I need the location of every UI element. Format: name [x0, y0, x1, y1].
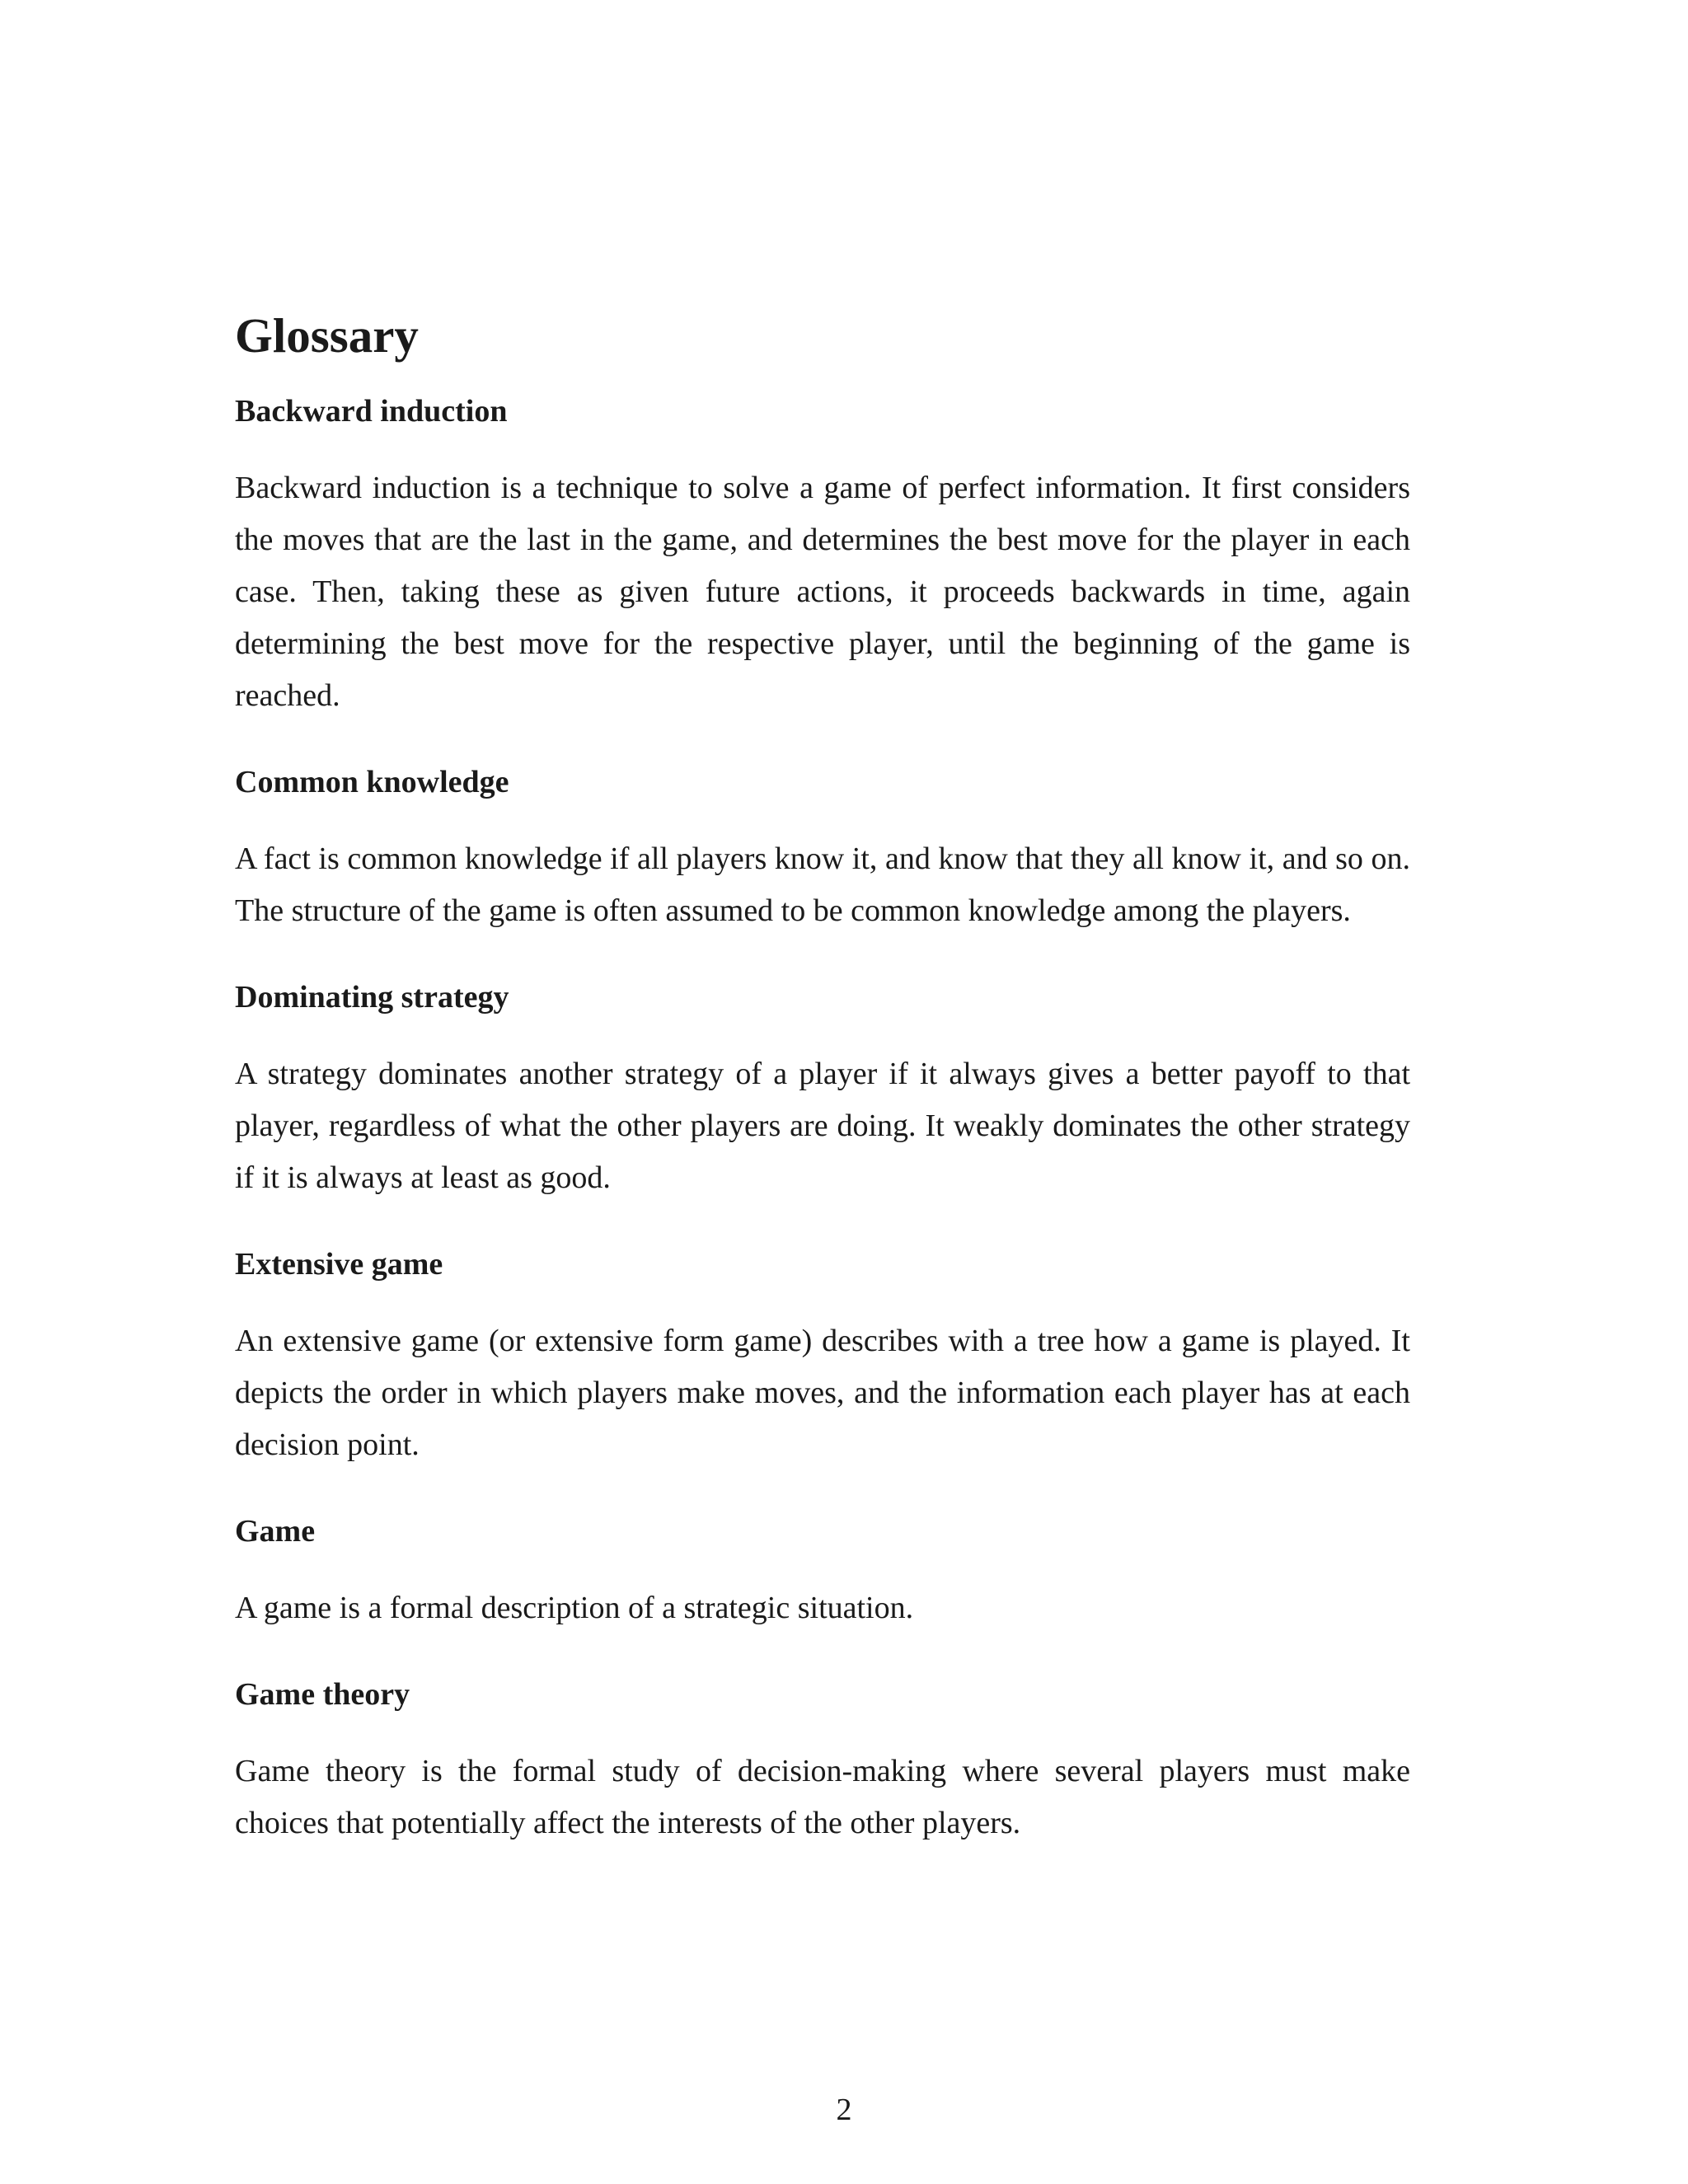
glossary-entry — [235, 1675, 1410, 1849]
page-title: Glossary — [235, 308, 419, 363]
glossary-entry — [235, 763, 1410, 937]
glossary-term: Backward induction — [235, 394, 508, 429]
page-number: 2 — [836, 2093, 852, 2127]
glossary-definition: A game is a formal description of a strategic situation. — [235, 1591, 914, 1625]
glossary-definition: A strategy dominates another strategy of a player if it always gives a better payoff to that player, regardless of what the other players are doing. It weakly dominates the other strategy if it is always at least as good. — [235, 1057, 1410, 1195]
glossary-term: Game — [235, 1514, 316, 1549]
glossary-entry — [235, 392, 1410, 722]
glossary-term: Extensive game — [235, 1247, 443, 1282]
glossary-term: Common knowledge — [235, 765, 509, 799]
glossary-entry — [235, 1245, 1410, 1471]
glossary-entry — [235, 1512, 1410, 1634]
glossary-definition: A fact is common knowledge if all players know it, and know that they all know it, and so on. The structure of the game is often assumed to be common knowledge among the players. — [235, 841, 1410, 928]
glossary-definition: An extensive game (or extensive form game) describes with a tree how a game is played. It depicts the order in which players make moves, and the information each player has at each decision point. — [235, 1324, 1410, 1462]
glossary-section — [235, 307, 1410, 1849]
glossary-definition: Backward induction is a technique to solve a game of perfect information. It first considers the moves that are the last in the game, and determines the best move for the player in each case. Then, taking these as given future actions, it proceeds backwards in time, again determining the best move for the respective player, until the beginning of the game is reached. — [235, 471, 1410, 713]
glossary-term: Game theory — [235, 1677, 410, 1712]
glossary-term: Dominating strategy — [235, 980, 509, 1015]
glossary-definition: Game theory is the formal study of decision-making where several players must make choices that potentially affect the interests of the other players. — [235, 1754, 1410, 1840]
glossary-entry — [235, 978, 1410, 1204]
